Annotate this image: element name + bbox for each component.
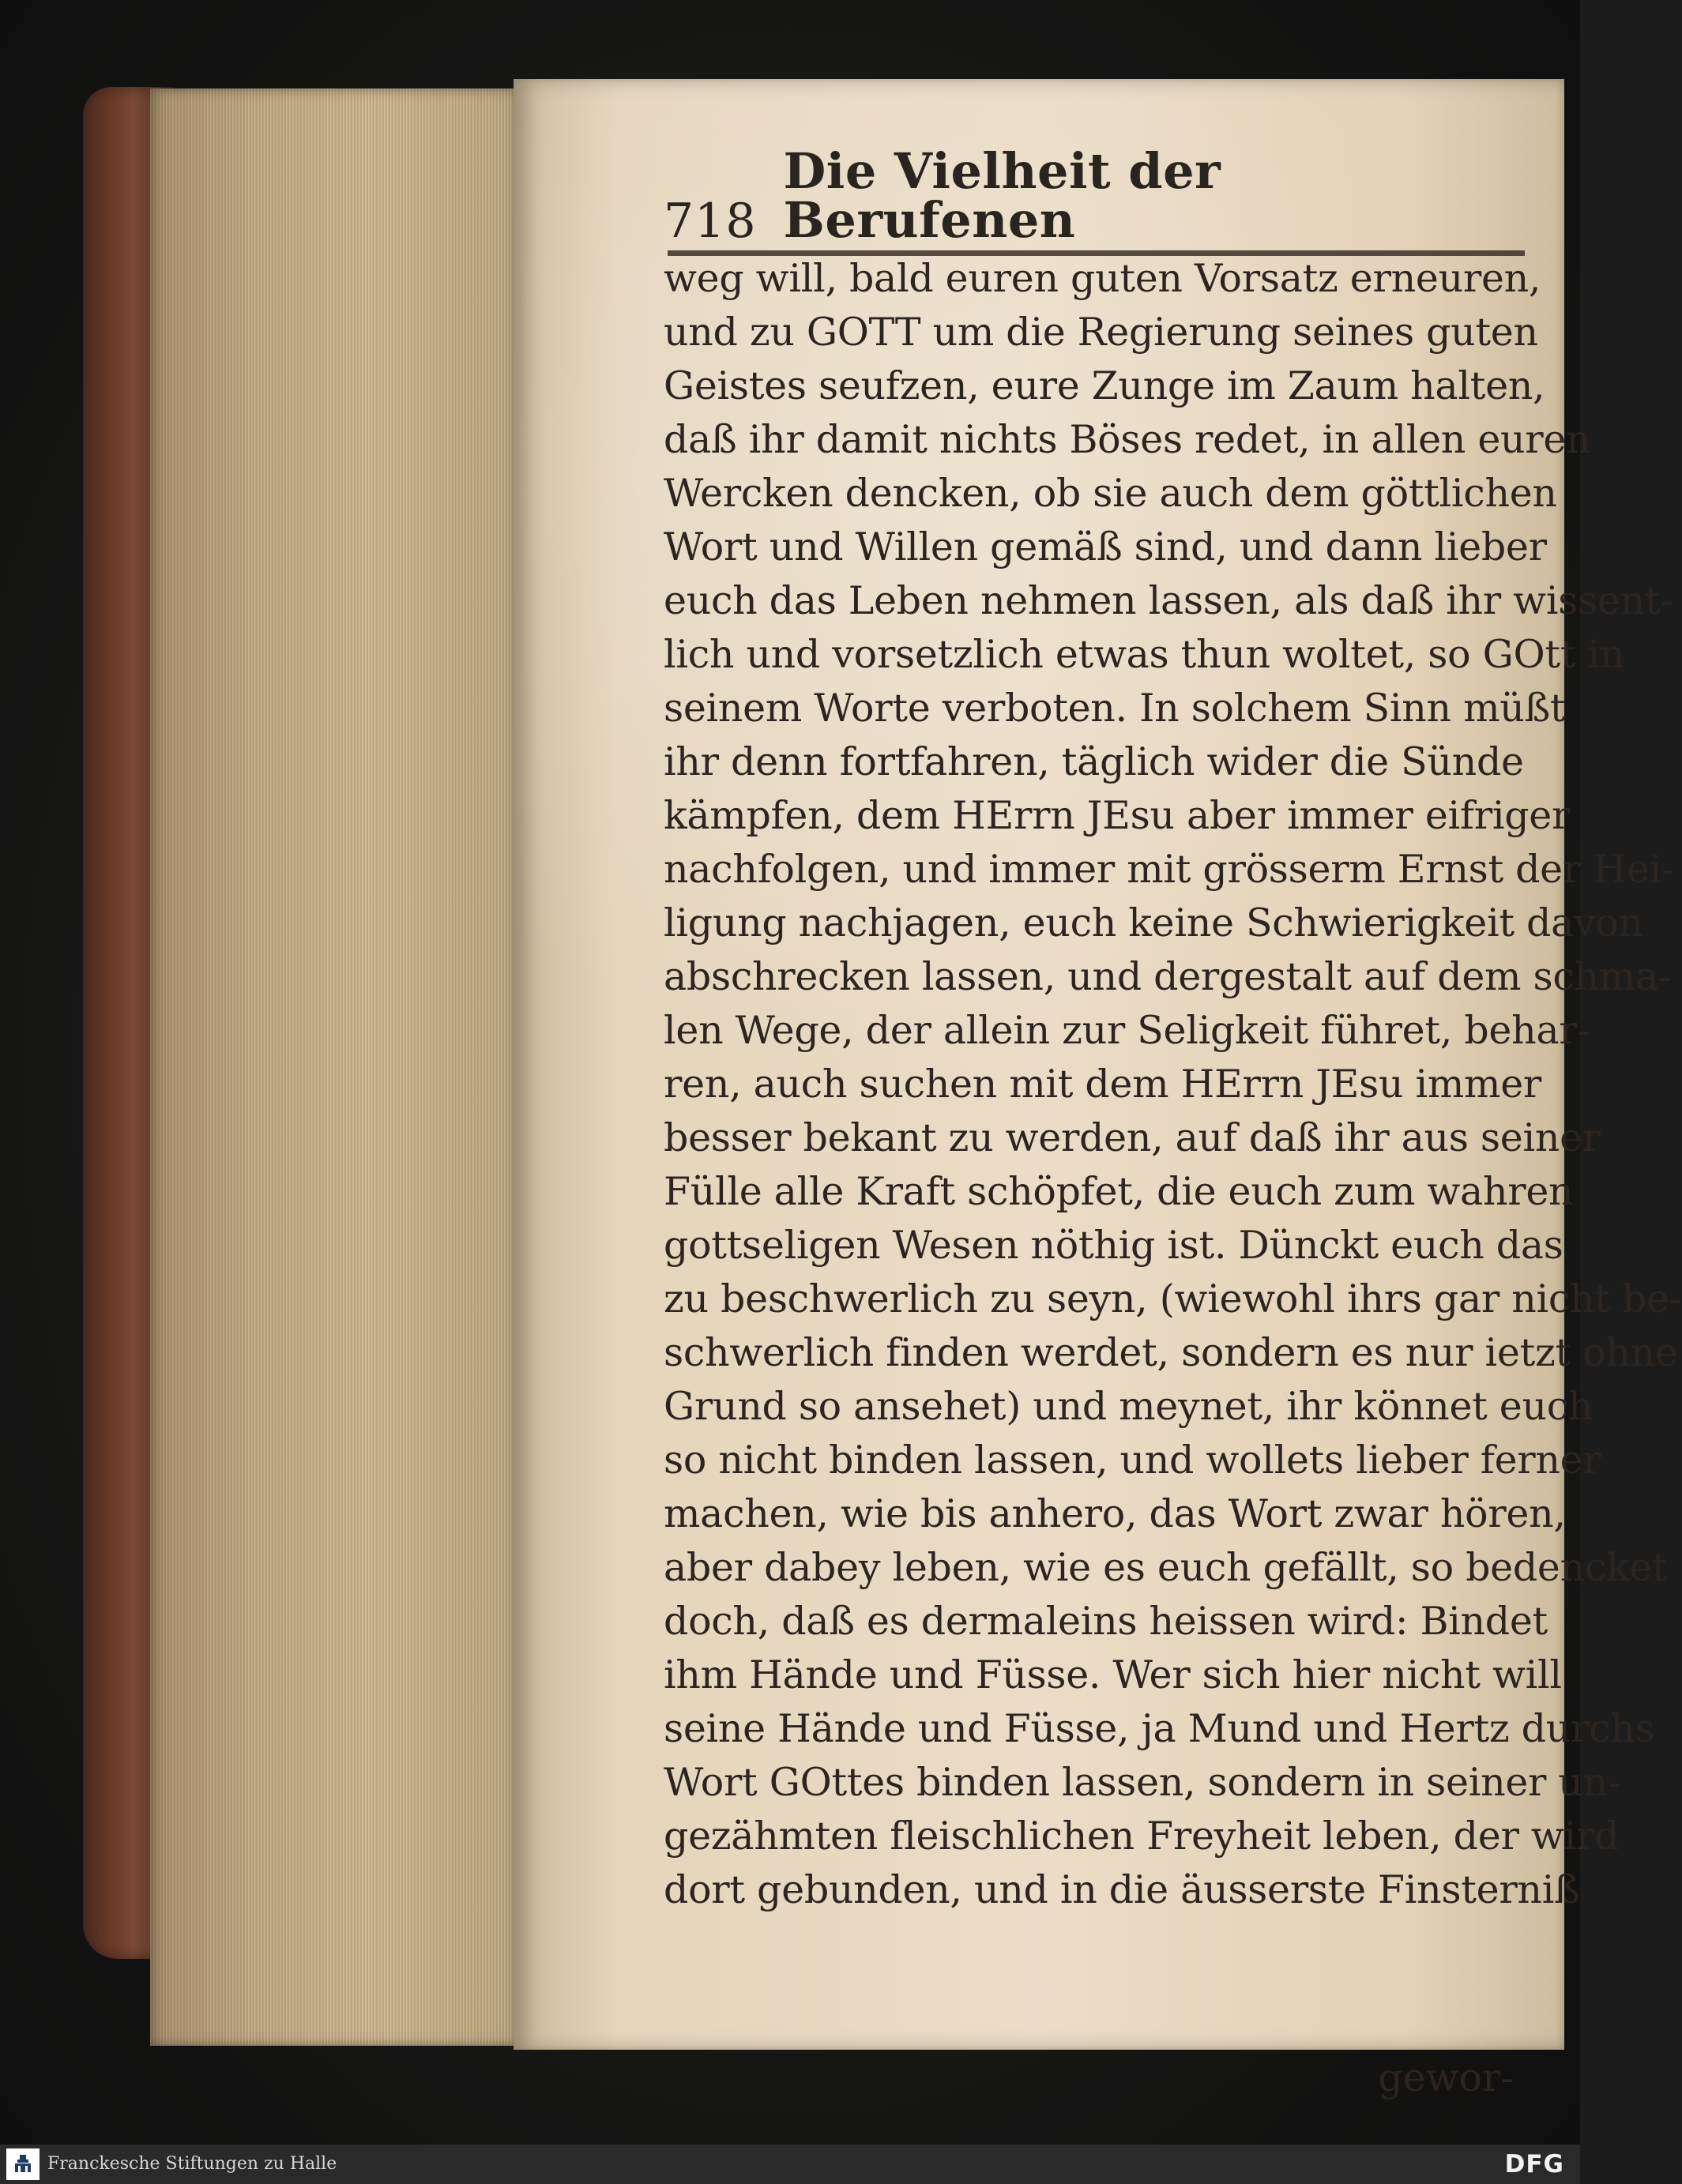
viewer-footer <box>0 2145 1580 2184</box>
dfg-logo: DFG <box>1504 2150 1564 2178</box>
text-line: und zu GOTT um die Regierung seines guten <box>664 310 1538 355</box>
page-header <box>664 142 1525 249</box>
text-line: aber dabey leben, wie es euch gefällt, so bedencket <box>664 1545 1668 1590</box>
text-line: Wercken dencken, ob sie auch dem göttlichen <box>664 471 1557 516</box>
header-rule <box>668 250 1525 256</box>
text-line: machen, wie bis anhero, das Wort zwar hören, <box>664 1491 1566 1536</box>
text-line: ihr denn fortfahren, täglich wider die Sünde <box>664 739 1524 784</box>
text-line: ihm Hände und Füsse. Wer sich hier nicht will <box>664 1652 1562 1697</box>
text-line: zu beschwerlich zu seyn, (wiewohl ihrs gar nicht be- <box>664 1276 1682 1321</box>
book-page <box>514 79 1682 2100</box>
text-line: Wort GOttes binden lassen, sondern in seiner un- <box>664 1760 1621 1805</box>
text-line: so nicht binden lassen, und wollets lieber ferner <box>664 1438 1601 1483</box>
catchword: gewor- <box>1378 2055 1514 2100</box>
text-line: dort gebunden, und in die äusserste Finsterniß <box>664 1867 1580 1912</box>
text-line: doch, daß es dermaleins heissen wird: Bindet <box>664 1599 1548 1644</box>
text-line: kämpfen, dem HErrn JEsu aber immer eifriger <box>664 793 1571 838</box>
text-line: lich und vorsetzlich etwas thun woltet, so GOtt in <box>664 632 1625 677</box>
text-line: schwerlich finden werdet, sondern es nur ietzt ohne <box>664 1330 1678 1375</box>
text-line: daß ihr damit nichts Böses redet, in allen euren <box>664 417 1591 462</box>
text-line: gottseligen Wesen nöthig ist. Dünckt euch das <box>664 1223 1563 1268</box>
text-line: euch das Leben nehmen lassen, als daß ihr wissent- <box>664 578 1673 623</box>
text-line: seinem Worte verboten. In solchem Sinn müßt <box>664 686 1566 731</box>
footer-left <box>6 2148 337 2180</box>
book-pages-edge <box>150 88 521 2046</box>
text-line: Fülle alle Kraft schöpfet, die euch zum wahren <box>664 1169 1574 1214</box>
text-line: len Wege, der allein zur Seligkeit führet, behar- <box>664 1008 1590 1053</box>
text-line: gezähmten fleischlichen Freyheit leben, der wird <box>664 1814 1620 1859</box>
running-title: Die Vielheit der Berufenen <box>783 142 1221 249</box>
text-line: abschrecken lassen, und dergestalt auf dem schma- <box>664 954 1672 999</box>
text-line: weg will, bald euren guten Vorsatz erneuren, <box>664 256 1541 301</box>
text-line: nachfolgen, und immer mit grösserm Ernst der Hei- <box>664 847 1675 892</box>
text-line: ren, auch suchen mit dem HErrn JEsu immer <box>664 1062 1542 1107</box>
page-number: 718 <box>664 194 757 249</box>
institution-logo-icon <box>6 2148 40 2180</box>
text-line: Wort und Willen gemäß sind, und dann lieber <box>664 524 1547 569</box>
text-line: Grund so ansehet) und meynet, ihr könnet euch <box>664 1384 1594 1429</box>
text-line: besser bekant zu werden, auf daß ihr aus seiner <box>664 1115 1601 1160</box>
text-line: Geistes seufzen, eure Zunge im Zaum halten, <box>664 363 1545 408</box>
text-line: ligung nachjagen, euch keine Schwierigkeit davon <box>664 900 1643 945</box>
institution-name: Franckesche Stiftungen zu Halle <box>47 2154 337 2174</box>
text-line: seine Hände und Füsse, ja Mund und Hertz durchs <box>664 1706 1655 1751</box>
